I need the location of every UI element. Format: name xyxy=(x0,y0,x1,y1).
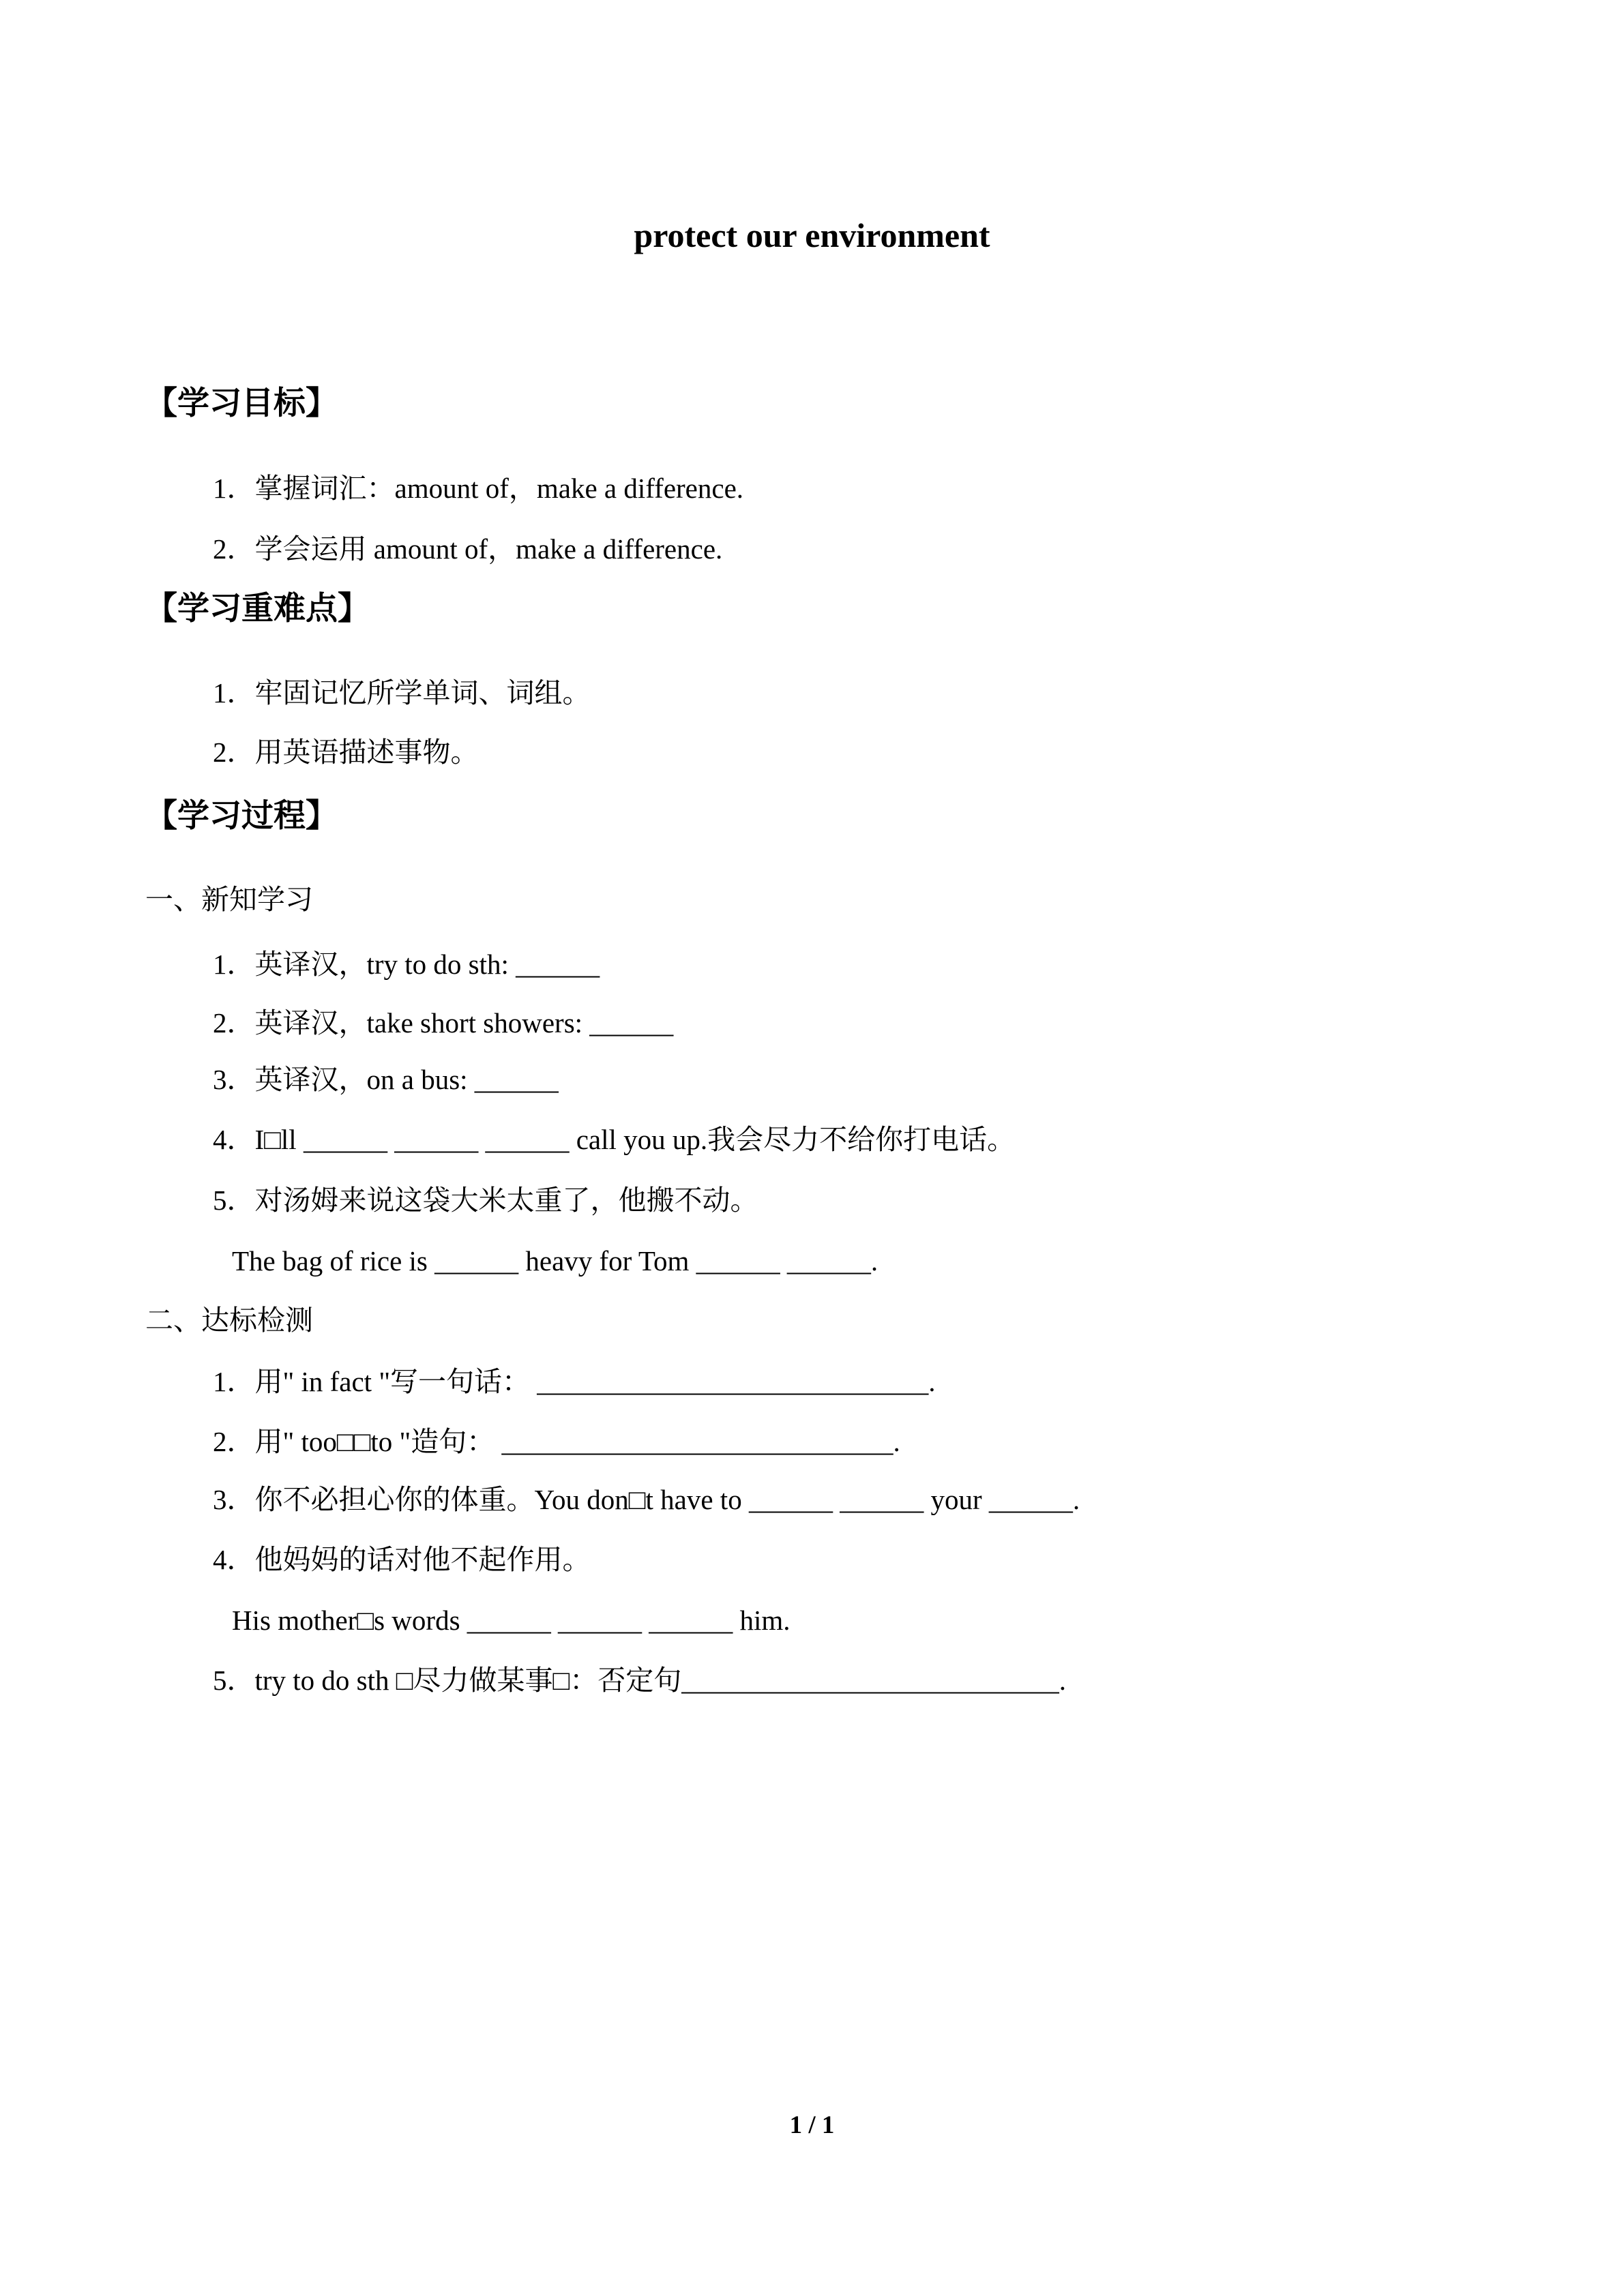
part2-item-4-answer-line: His mother□s words ______ ______ ______ him. xyxy=(232,1605,791,1636)
part1-item-2: 2．英译汉，take short showers: ______ xyxy=(213,1007,674,1039)
goal-item-2: 2．学会运用 amount of，make a difference. xyxy=(213,533,723,565)
part2-item-5: 5．try to do sth □尽力做某事□：否定句___________________________. xyxy=(213,1665,1067,1696)
part1-item-5-answer-line: The bag of rice is ______ heavy for Tom ______ ______. xyxy=(232,1245,879,1277)
part1-heading-new-knowledge: 一、新知学习 xyxy=(145,884,313,915)
part1-item-4: 4．I□ll ______ ______ ______ call you up.我会尽力不给你打电话。 xyxy=(213,1124,1016,1155)
part2-item-3: 3．你不必担心你的体重。You don□t have to ______ ______ your ______. xyxy=(213,1484,1080,1515)
goal-item-1: 1．掌握词汇：amount of，make a difference. xyxy=(213,473,744,504)
page-number: 1 / 1 xyxy=(789,2111,835,2139)
part2-item-2: 2．用" too□□to "造句： ____________________________. xyxy=(213,1426,900,1457)
key-point-item-1: 1．牢固记忆所学单词、词组。 xyxy=(213,677,591,709)
section-heading-key-points: 【学习重难点】 xyxy=(145,591,370,627)
key-point-item-2: 2．用英语描述事物。 xyxy=(213,736,479,768)
part1-item-3: 3．英译汉，on a bus: ______ xyxy=(213,1064,559,1095)
part2-heading-assessment: 二、达标检测 xyxy=(145,1304,313,1336)
part1-item-1: 1．英译汉，try to do sth: ______ xyxy=(213,949,600,980)
section-heading-goals: 【学习目标】 xyxy=(145,386,338,421)
part1-item-5: 5．对汤姆来说这袋大米太重了，他搬不动。 xyxy=(213,1184,758,1216)
section-heading-process: 【学习过程】 xyxy=(145,799,338,834)
part2-item-4: 4．他妈妈的话对他不起作用。 xyxy=(213,1544,591,1575)
document-title: protect our environment xyxy=(634,216,990,254)
part2-item-1: 1．用" in fact "写一句话： ____________________________. xyxy=(213,1366,936,1397)
